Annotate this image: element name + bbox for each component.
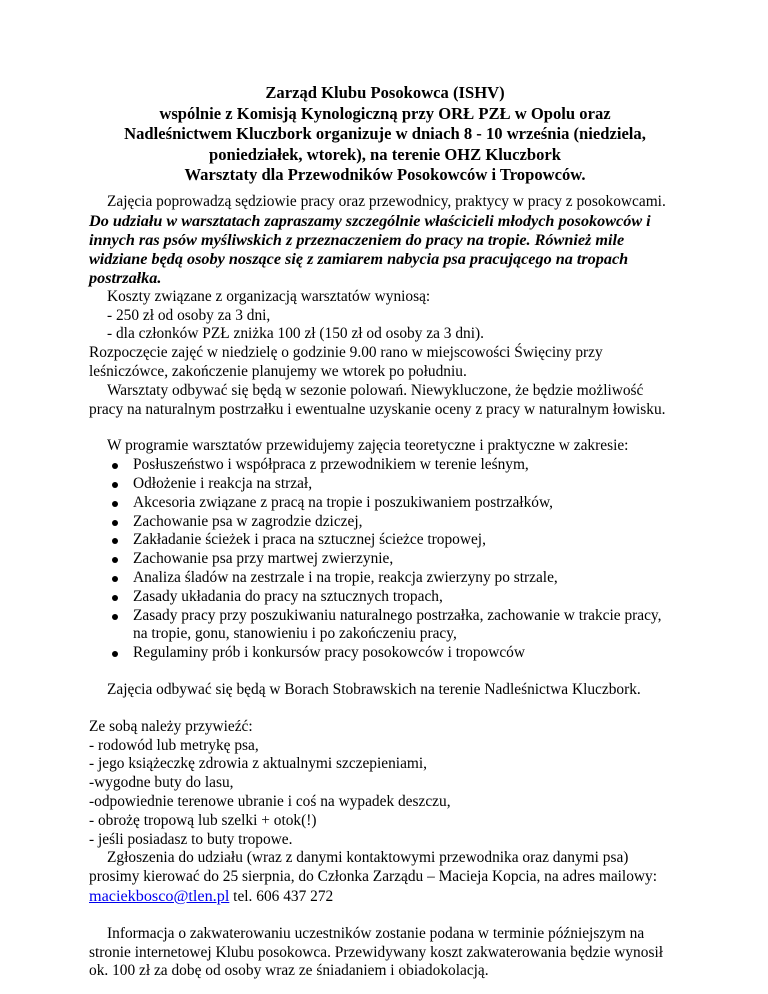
bring-item: -odpowiednie terenowe ubranie i coś na wypadek deszczu, — [89, 792, 451, 810]
title-line: Warsztaty dla Przewodników Posokowców i Tropowców. — [184, 165, 586, 184]
program-list — [89, 456, 709, 663]
list-item-text: Regulaminy prób i konkursów pracy posokowców i tropowców — [133, 644, 525, 662]
invitation-line: postrzałka. — [89, 268, 162, 287]
season-line: pracy na naturalnym postrzałku i ewentualne uzyskanie oceny z pracy w naturalnym łowisku. — [89, 400, 666, 418]
list-item — [89, 513, 709, 532]
season-line: Warsztaty odbywać się będą w sezonie polowań. Niewykluczone, że będzie możliwość — [107, 381, 644, 399]
bullet-icon — [112, 482, 118, 488]
bullet-icon — [112, 614, 118, 620]
bullet-icon — [112, 501, 118, 507]
bring-item: -wygodne buty do lasu, — [89, 774, 234, 792]
invitation-line: innych ras psów myśliwskich z przeznaczeniem do pracy na tropie. Również mile — [89, 230, 625, 249]
document-body — [89, 193, 709, 981]
list-item — [89, 456, 709, 475]
phone-number: tel. 606 437 272 — [229, 887, 334, 905]
list-item-text: Akcesoria związane z pracą na tropie i poszukiwaniem postrzałków, — [133, 493, 553, 511]
list-item-text: Zachowanie psa przy martwej zwierzynie, — [133, 550, 394, 568]
bring-item: - jeśli posiadasz to buty tropowe. — [89, 830, 293, 848]
start-line: Rozpoczęcie zajęć w niedzielę o godzinie 9.00 rano w miejscowości Święciny przy — [89, 344, 603, 362]
intro-line: Zajęcia poprowadzą sędziowie pracy oraz przewodnicy, praktycy w pracy z posokowcami. — [107, 193, 666, 210]
list-item — [89, 475, 709, 494]
list-item-continuation: na tropie, gonu, stanowieniu i po zakończeniu pracy, — [133, 625, 457, 643]
bullet-icon — [112, 557, 118, 563]
list-item — [89, 494, 709, 513]
invitation-line: widziane będą osoby noszące się z zamiarem nabycia psa pracującego na tropach — [89, 249, 629, 268]
bullet-icon — [112, 463, 118, 469]
accommodation-line: Informacja o zakwaterowaniu uczestników zostanie podana w terminie późniejszym na — [107, 924, 645, 942]
costs-item: - dla członków PZŁ zniżka 100 zł (150 zł od osoby za 3 dni). — [107, 325, 484, 343]
invitation-paragraph — [89, 212, 709, 288]
bullet-icon — [112, 595, 118, 601]
bring-heading: Ze sobą należy przywieźć: — [89, 717, 253, 735]
email-link[interactable]: maciekbosco@tlen.pl — [89, 886, 230, 905]
costs-heading: Koszty związane z organizacją warsztatów wyniosą: — [107, 287, 431, 305]
accommodation-line: stronie internetowej Klubu posokowca. Przewidywany koszt zakwaterowania będzie wynosił — [89, 943, 663, 961]
program-heading: W programie warsztatów przewidujemy zajęcia teoretyczne i praktyczne w zakresie: — [107, 437, 629, 455]
invitation-line: Do udziału w warsztatach zapraszamy szczególnie właścicieli młodych posokowców i — [89, 211, 651, 230]
list-item — [89, 569, 709, 588]
title-line: poniedziałek, wtorek), na terenie OHZ Kluczbork — [209, 144, 561, 164]
registration-line: prosimy kierować do 25 sierpnia, do Członka Zarządu – Macieja Kopcia, na adres mailowy: — [89, 868, 657, 886]
bullet-icon — [112, 576, 118, 582]
contact-line — [89, 887, 709, 907]
list-item — [89, 644, 709, 663]
list-item — [89, 607, 709, 645]
bullet-icon — [112, 520, 118, 526]
registration-line: Zgłoszenia do udziału (wraz z danymi kontaktowymi przewodnika oraz danymi psa) — [107, 849, 629, 867]
list-item — [89, 531, 709, 550]
list-item — [89, 550, 709, 569]
title-line: Zarząd Klubu Posokowca (ISHV) — [265, 83, 505, 102]
bring-item: - rodowód lub metrykę psa, — [89, 736, 259, 754]
list-item-text: Zasady pracy przy poszukiwaniu naturalnego postrzałka, zachowanie w trakcie pracy, — [133, 606, 662, 624]
bring-item: - obrożę tropową lub szelki + otok(!) — [89, 811, 317, 829]
title-line: Nadleśnictwem Kluczbork organizuje w dniach 8 - 10 września (niedziela, — [124, 124, 646, 143]
bullet-icon — [112, 651, 118, 657]
list-item-text: Zakładanie ścieżek i praca na sztucznej ścieżce tropowej, — [133, 531, 486, 549]
title-line: wspólnie z Komisją Kynologiczną przy ORŁ PZŁ w Opolu oraz — [159, 103, 611, 123]
location-line: Zajęcia odbywać się będą w Borach Stobrawskich na terenie Nadleśnictwa Kluczbork. — [107, 680, 641, 698]
bullet-icon — [112, 538, 118, 544]
document-title — [80, 83, 690, 186]
start-line: leśniczówce, zakończenie planujemy we wtorek po południu. — [89, 362, 467, 380]
bring-item: - jego książeczkę zdrowia z aktualnymi szczepieniami, — [89, 755, 428, 773]
costs-item: - 250 zł od osoby za 3 dni, — [107, 306, 271, 324]
list-item — [89, 588, 709, 607]
list-item-text: Posłuszeństwo i współpraca z przewodnikiem w terenie leśnym, — [133, 456, 529, 474]
list-item-text: Zachowanie psa w zagrodzie dziczej, — [133, 512, 363, 530]
list-item-text: Odłożenie i reakcja na strzał, — [133, 474, 313, 492]
list-item-text: Zasady układania do pracy na sztucznych tropach, — [133, 587, 443, 605]
list-item-text: Analiza śladów na zestrzale i na tropie, reakcja zwierzyny po strzale, — [133, 568, 558, 586]
accommodation-line: ok. 100 zł za dobę od osoby wraz ze śniadaniem i obiadokolacją. — [89, 962, 489, 980]
